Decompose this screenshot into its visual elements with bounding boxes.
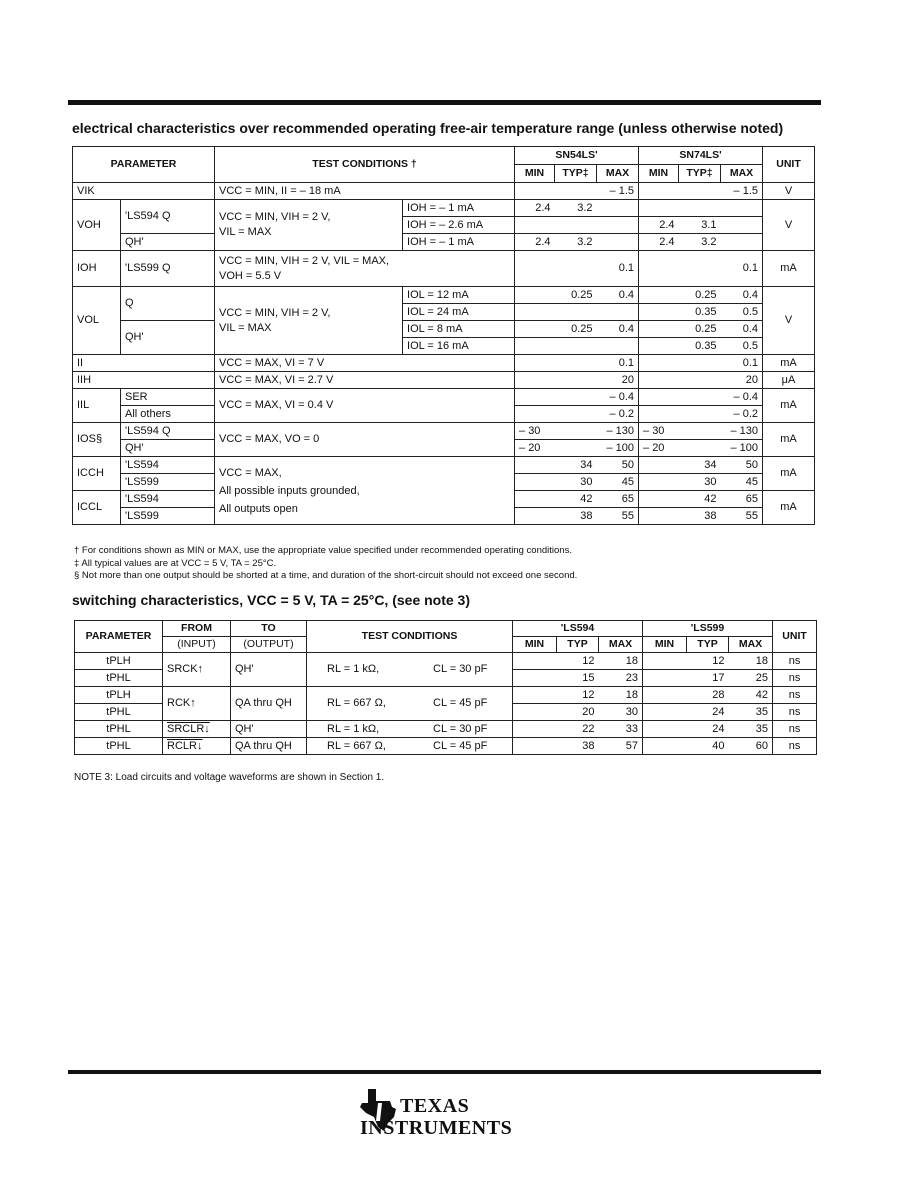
param-cell: tPLH xyxy=(75,687,163,704)
value-cell: – 1.5 xyxy=(597,183,639,200)
value-cell: 0.4 xyxy=(721,321,763,338)
sub-cell: All others xyxy=(121,406,215,423)
sub-cell: 'LS599 xyxy=(121,474,215,491)
value-cell xyxy=(639,406,679,423)
hdr-from-input: (INPUT) xyxy=(163,637,231,653)
value-cell: 57 xyxy=(599,738,643,755)
from-cell: RCK↑ xyxy=(163,687,231,721)
value-cell: – 1.5 xyxy=(721,183,763,200)
value-cell xyxy=(555,406,597,423)
value-cell: 24 xyxy=(687,721,729,738)
cond2-cell: IOL = 12 mA xyxy=(403,287,515,304)
value-cell xyxy=(679,183,721,200)
sub-cell: 'LS594 Q xyxy=(121,200,215,234)
value-cell: – 0.2 xyxy=(597,406,639,423)
value-cell: 17 xyxy=(687,670,729,687)
value-cell: 65 xyxy=(597,491,639,508)
value-cell: 42 xyxy=(679,491,721,508)
unit-cell: V xyxy=(763,200,815,251)
value-cell xyxy=(597,338,639,355)
unit-cell: V xyxy=(763,287,815,355)
unit-cell: ns xyxy=(773,721,817,738)
value-cell: 20 xyxy=(557,704,599,721)
cond-cell: VCC = MAX, VI = 0.4 V xyxy=(215,389,515,423)
value-cell: 55 xyxy=(721,508,763,525)
value-cell xyxy=(721,234,763,251)
unit-cell: mA xyxy=(763,491,815,525)
value-cell xyxy=(515,251,555,287)
value-cell: – 20 xyxy=(639,440,679,457)
hdr-test-conditions: TEST CONDITIONS † xyxy=(215,147,515,183)
unit-cell: mA xyxy=(763,457,815,491)
value-cell: 20 xyxy=(597,372,639,389)
value-cell xyxy=(643,653,687,670)
value-cell xyxy=(639,321,679,338)
value-cell xyxy=(639,304,679,321)
hdr-test-conditions: TEST CONDITIONS xyxy=(307,621,513,653)
hdr-typ: TYP‡ xyxy=(679,165,721,183)
electrical-characteristics-table xyxy=(72,146,815,525)
value-cell: 0.4 xyxy=(597,287,639,304)
param-cell: VIK xyxy=(73,183,215,200)
value-cell xyxy=(679,389,721,406)
param-cell: tPHL xyxy=(75,670,163,687)
value-cell xyxy=(643,704,687,721)
value-cell xyxy=(515,355,555,372)
value-cell xyxy=(555,183,597,200)
value-cell: 12 xyxy=(557,653,599,670)
value-cell: 42 xyxy=(729,687,773,704)
cond-cell: VCC = MAX, VO = 0 xyxy=(215,423,515,457)
param-cell: tPHL xyxy=(75,738,163,755)
value-cell xyxy=(515,406,555,423)
cond2-cell: IOL = 16 mA xyxy=(403,338,515,355)
value-cell: 35 xyxy=(729,721,773,738)
sub-cell: QH' xyxy=(121,321,215,355)
value-cell: 2.4 xyxy=(515,234,555,251)
value-cell: 0.25 xyxy=(555,287,597,304)
value-cell xyxy=(679,355,721,372)
hdr-sn54: SN54LS' xyxy=(515,147,639,165)
sub-cell: QH' xyxy=(121,234,215,251)
value-cell: 3.1 xyxy=(679,217,721,234)
value-cell xyxy=(555,372,597,389)
value-cell: 0.25 xyxy=(555,321,597,338)
param-cell: ICCL xyxy=(73,491,121,525)
value-cell xyxy=(639,389,679,406)
value-cell xyxy=(639,508,679,525)
value-cell: 0.5 xyxy=(721,304,763,321)
value-cell: 0.4 xyxy=(597,321,639,338)
unit-cell: ns xyxy=(773,653,817,670)
value-cell: 55 xyxy=(597,508,639,525)
value-cell xyxy=(643,738,687,755)
value-cell xyxy=(513,687,557,704)
value-cell xyxy=(515,304,555,321)
value-cell xyxy=(515,474,555,491)
value-cell: 0.25 xyxy=(679,321,721,338)
cond2-cell: IOH = – 1 mA xyxy=(403,234,515,251)
value-cell xyxy=(515,508,555,525)
value-cell xyxy=(513,653,557,670)
value-cell: 34 xyxy=(679,457,721,474)
from-cell: SRCK↑ xyxy=(163,653,231,687)
value-cell xyxy=(555,423,597,440)
hdr-from: FROM xyxy=(163,621,231,637)
hdr-min: MIN xyxy=(643,637,687,653)
value-cell: 45 xyxy=(721,474,763,491)
cond-cell: VCC = MIN, VIH = 2 V, VIL = MAX, VOH = 5.5 V xyxy=(215,251,515,287)
unit-cell: ns xyxy=(773,670,817,687)
value-cell: – 0.4 xyxy=(721,389,763,406)
value-cell xyxy=(643,670,687,687)
value-cell: – 0.4 xyxy=(597,389,639,406)
hdr-parameter: PARAMETER xyxy=(73,147,215,183)
value-cell: 33 xyxy=(599,721,643,738)
param-cell: IOH xyxy=(73,251,121,287)
value-cell xyxy=(555,251,597,287)
sub-cell: 'LS594 xyxy=(121,491,215,508)
value-cell xyxy=(639,372,679,389)
hdr-max: MAX xyxy=(721,165,763,183)
hdr-unit: UNIT xyxy=(763,147,815,183)
value-cell xyxy=(515,491,555,508)
value-cell: 0.1 xyxy=(597,251,639,287)
value-cell: 42 xyxy=(555,491,597,508)
value-cell xyxy=(515,389,555,406)
value-cell: 0.4 xyxy=(721,287,763,304)
value-cell: 23 xyxy=(599,670,643,687)
value-cell xyxy=(515,183,555,200)
sub-cell: 'LS594 xyxy=(121,457,215,474)
value-cell: 3.2 xyxy=(679,234,721,251)
sub-cell: 'LS599 Q xyxy=(121,251,215,287)
sub-cell: SER xyxy=(121,389,215,406)
hdr-min: MIN xyxy=(515,165,555,183)
value-cell: 2.4 xyxy=(639,234,679,251)
param-cell: tPLH xyxy=(75,653,163,670)
cond2-cell: IOH = – 2.6 mA xyxy=(403,217,515,234)
hdr-parameter: PARAMETER xyxy=(75,621,163,653)
value-cell: 0.1 xyxy=(597,355,639,372)
value-cell xyxy=(721,217,763,234)
value-cell: 0.5 xyxy=(721,338,763,355)
value-cell xyxy=(555,440,597,457)
value-cell xyxy=(679,251,721,287)
from-cell: RCLR↓ xyxy=(163,738,231,755)
value-cell xyxy=(513,670,557,687)
logo-line1: TEXAS xyxy=(400,1095,470,1117)
value-cell: 0.35 xyxy=(679,338,721,355)
value-cell xyxy=(555,304,597,321)
value-cell: – 0.2 xyxy=(721,406,763,423)
value-cell: 3.2 xyxy=(555,200,597,217)
value-cell: 2.4 xyxy=(515,200,555,217)
cond-cell: VCC = MAX, All possible inputs grounded, All outputs open xyxy=(215,457,515,525)
value-cell: – 30 xyxy=(639,423,679,440)
value-cell: 12 xyxy=(687,653,729,670)
value-cell: 38 xyxy=(557,738,599,755)
value-cell: 30 xyxy=(679,474,721,491)
hdr-unit: UNIT xyxy=(773,621,817,653)
value-cell: 20 xyxy=(721,372,763,389)
unit-cell: μA xyxy=(763,372,815,389)
ti-logo xyxy=(358,1085,518,1145)
value-cell: – 130 xyxy=(597,423,639,440)
value-cell: 0.35 xyxy=(679,304,721,321)
value-cell xyxy=(721,200,763,217)
hdr-ls594: 'LS594 xyxy=(513,621,643,637)
unit-cell: mA xyxy=(763,389,815,423)
value-cell xyxy=(679,372,721,389)
value-cell xyxy=(555,217,597,234)
value-cell: 38 xyxy=(679,508,721,525)
unit-cell: V xyxy=(763,183,815,200)
value-cell xyxy=(515,457,555,474)
hdr-min: MIN xyxy=(513,637,557,653)
param-cell: VOL xyxy=(73,287,121,355)
value-cell: 25 xyxy=(729,670,773,687)
footnote: § Not more than one output should be shorted at a time, and duration of the short-circuit should not exceed one second. xyxy=(74,570,578,581)
hdr-to-output: (OUTPUT) xyxy=(231,637,307,653)
note-3: NOTE 3: Load circuits and voltage waveforms are shown in Section 1. xyxy=(74,772,385,783)
value-cell: 38 xyxy=(555,508,597,525)
sub-cell: 'LS594 Q xyxy=(121,423,215,440)
test-cell: RL = 667 Ω, CL = 45 pF xyxy=(307,738,513,755)
unit-cell: ns xyxy=(773,687,817,704)
top-rule xyxy=(68,100,821,105)
value-cell: 0.1 xyxy=(721,251,763,287)
value-cell: 30 xyxy=(599,704,643,721)
sub-cell: 'LS599 xyxy=(121,508,215,525)
test-cell: RL = 1 kΩ, CL = 30 pF xyxy=(307,653,513,687)
test-cell: RL = 667 Ω, CL = 45 pF xyxy=(307,687,513,721)
value-cell: 50 xyxy=(721,457,763,474)
sub-cell: QH' xyxy=(121,440,215,457)
ec-title: electrical characteristics over recommended operating free-air temperature range (unless otherwise noted) xyxy=(72,120,784,136)
value-cell xyxy=(597,234,639,251)
ec-footnotes xyxy=(74,545,577,583)
value-cell: 0.25 xyxy=(679,287,721,304)
value-cell xyxy=(639,457,679,474)
value-cell: – 20 xyxy=(515,440,555,457)
value-cell: 28 xyxy=(687,687,729,704)
value-cell xyxy=(555,338,597,355)
value-cell: 2.4 xyxy=(639,217,679,234)
value-cell xyxy=(643,721,687,738)
value-cell: 24 xyxy=(687,704,729,721)
value-cell xyxy=(639,474,679,491)
value-cell xyxy=(597,217,639,234)
value-cell xyxy=(679,423,721,440)
value-cell xyxy=(639,491,679,508)
value-cell xyxy=(597,200,639,217)
param-cell: VOH xyxy=(73,200,121,251)
value-cell xyxy=(679,440,721,457)
value-cell xyxy=(515,372,555,389)
footnote: † For conditions shown as MIN or MAX, use the appropriate value specified under recommended operating conditions. xyxy=(74,545,572,556)
value-cell: 15 xyxy=(557,670,599,687)
hdr-typ: TYP‡ xyxy=(555,165,597,183)
unit-cell: ns xyxy=(773,738,817,755)
param-cell: tPHL xyxy=(75,721,163,738)
hdr-typ: TYP xyxy=(687,637,729,653)
value-cell: 12 xyxy=(557,687,599,704)
value-cell: – 130 xyxy=(721,423,763,440)
switching-characteristics-table xyxy=(74,620,817,755)
value-cell xyxy=(513,738,557,755)
value-cell: – 30 xyxy=(515,423,555,440)
value-cell xyxy=(639,355,679,372)
value-cell xyxy=(515,287,555,304)
value-cell: 35 xyxy=(729,704,773,721)
hdr-min: MIN xyxy=(639,165,679,183)
value-cell: 18 xyxy=(599,653,643,670)
value-cell xyxy=(639,338,679,355)
from-cell: SRCLR↓ xyxy=(163,721,231,738)
cond-cell: VCC = MAX, VI = 7 V xyxy=(215,355,515,372)
value-cell: 30 xyxy=(555,474,597,491)
hdr-typ: TYP xyxy=(557,637,599,653)
value-cell xyxy=(555,389,597,406)
cond-cell: VCC = MIN, II = – 18 mA xyxy=(215,183,515,200)
value-cell xyxy=(679,406,721,423)
value-cell: 50 xyxy=(597,457,639,474)
value-cell: 18 xyxy=(599,687,643,704)
unit-cell: ns xyxy=(773,704,817,721)
hdr-max: MAX xyxy=(597,165,639,183)
value-cell: – 100 xyxy=(597,440,639,457)
value-cell xyxy=(643,687,687,704)
footnote: ‡ All typical values are at VCC = 5 V, TA = 25°C. xyxy=(74,557,277,569)
hdr-to: TO xyxy=(231,621,307,637)
unit-cell: mA xyxy=(763,423,815,457)
param-cell: IIH xyxy=(73,372,215,389)
value-cell xyxy=(513,704,557,721)
value-cell: 60 xyxy=(729,738,773,755)
value-cell xyxy=(555,355,597,372)
value-cell xyxy=(513,721,557,738)
to-cell: QA thru QH xyxy=(231,738,307,755)
unit-cell: mA xyxy=(763,355,815,372)
param-cell: IOS§ xyxy=(73,423,121,457)
hdr-sn74: SN74LS' xyxy=(639,147,763,165)
value-cell xyxy=(639,200,679,217)
param-cell: ICCH xyxy=(73,457,121,491)
value-cell xyxy=(679,200,721,217)
bottom-rule xyxy=(68,1070,821,1074)
to-cell: QH' xyxy=(231,653,307,687)
cond2-cell: IOH = – 1 mA xyxy=(403,200,515,217)
value-cell: 45 xyxy=(597,474,639,491)
cond2-cell: IOL = 24 mA xyxy=(403,304,515,321)
value-cell xyxy=(639,183,679,200)
param-cell: IIL xyxy=(73,389,121,423)
hdr-max: MAX xyxy=(599,637,643,653)
unit-cell: mA xyxy=(763,251,815,287)
cond-cell: VCC = MAX, VI = 2.7 V xyxy=(215,372,515,389)
value-cell xyxy=(639,287,679,304)
value-cell: – 100 xyxy=(721,440,763,457)
value-cell: 40 xyxy=(687,738,729,755)
hdr-max: MAX xyxy=(729,637,773,653)
param-cell: tPHL xyxy=(75,704,163,721)
value-cell xyxy=(515,217,555,234)
sub-cell: Q xyxy=(121,287,215,321)
cond-cell: VCC = MIN, VIH = 2 V, VIL = MAX xyxy=(215,287,403,355)
test-cell: RL = 1 kΩ, CL = 30 pF xyxy=(307,721,513,738)
value-cell: 3.2 xyxy=(555,234,597,251)
value-cell: 34 xyxy=(555,457,597,474)
logo-line2: INSTRUMENTS xyxy=(360,1117,513,1139)
value-cell: 22 xyxy=(557,721,599,738)
cond-cell: VCC = MIN, VIH = 2 V, VIL = MAX xyxy=(215,200,403,251)
to-cell: QA thru QH xyxy=(231,687,307,721)
hdr-ls599: 'LS599 xyxy=(643,621,773,637)
sc-title: switching characteristics, VCC = 5 V, TA = 25°C, (see note 3) xyxy=(72,592,471,608)
value-cell: 18 xyxy=(729,653,773,670)
value-cell: 0.1 xyxy=(721,355,763,372)
cond2-cell: IOL = 8 mA xyxy=(403,321,515,338)
to-cell: QH' xyxy=(231,721,307,738)
value-cell xyxy=(515,321,555,338)
param-cell: II xyxy=(73,355,215,372)
value-cell: 65 xyxy=(721,491,763,508)
value-cell xyxy=(515,338,555,355)
value-cell xyxy=(597,304,639,321)
value-cell xyxy=(639,251,679,287)
